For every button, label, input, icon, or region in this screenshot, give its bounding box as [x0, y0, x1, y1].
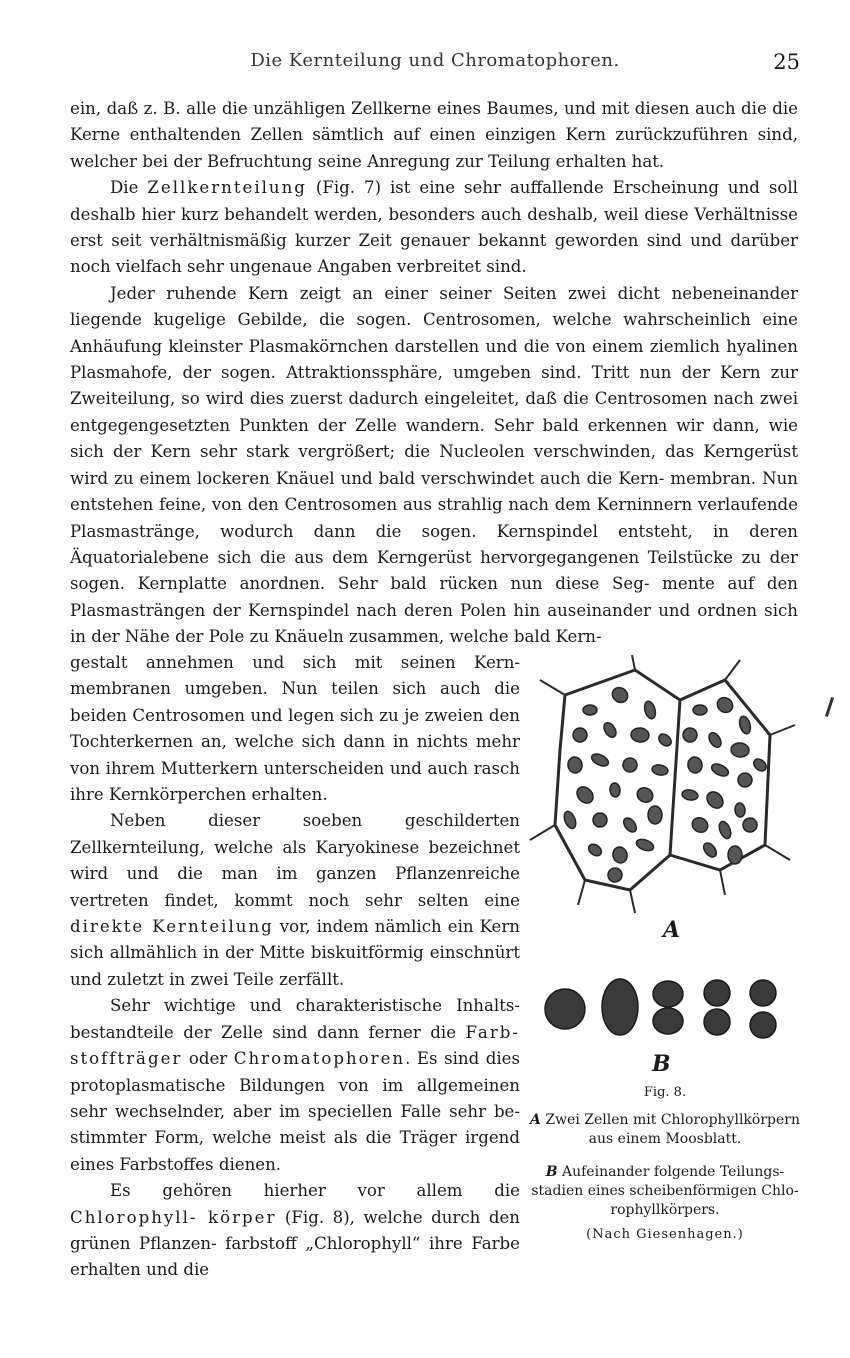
paragraph: Die Zellkernteilung (Fig. 7) ist eine sehr auffallende Erscheinung und soll deshalb hier kurz behandelt werden, besonders auch deshalb, weil diese Verhältnisse erst seit verhältnismäßig kurzer Zeit genauer bekannt geworden sind und darüber noch vielfach sehr ungenaue Angaben verbreitet sind.: [70, 178, 798, 277]
spaced-term: Zellkernteilung: [147, 178, 307, 198]
chloroplast: [704, 789, 727, 812]
chloroplast: [591, 811, 608, 828]
figure-8: [520, 655, 810, 1255]
chloroplast: [621, 756, 640, 775]
chloroplast: [635, 785, 656, 805]
chloroplast: [690, 815, 711, 835]
body-text-narrow-column: [70, 650, 520, 1284]
chloroplast: [590, 752, 611, 769]
division-stage-3b: [653, 1008, 683, 1034]
division-stage-4b: [704, 1009, 730, 1035]
chloroplast: [730, 742, 749, 758]
paragraph: Es gehören hierher vor allem die Chlorophyll- körper (Fig. 8), welche durch den grünen Pflanzen- farbstoff „Chlorophyll“ ihre Farbe erhalten und die: [70, 1181, 520, 1280]
division-stage-3a: [653, 981, 683, 1007]
chloroplast: [562, 810, 578, 830]
chloroplast: [738, 715, 753, 735]
paragraph: ein, daß z. B. alle die unzähligen Zellkerne eines Baumes, und mit diesen auch die die Kerne enthaltenden Zellen sämtlich auf einen einzigen Kern zurückzuführen sind, welcher bei der Befruchtung seine Anregung zur Teilung erhalten hat.: [70, 99, 798, 171]
chloroplast: [714, 695, 735, 716]
chloroplast: [681, 726, 699, 744]
paragraph: gestalt annehmen und sich mit seinen Kern- membranen umgeben. Nun teilen sich auch die beiden Centrosomen und legen sich zu je zweien den Tochterkernen an, welche sich dann in nichts mehr von ihrem Mutterkern unterscheiden und auch rasch ihre Kernkörperchen erhalten.: [70, 653, 520, 805]
chloroplast-group-right: [681, 695, 769, 865]
page-number: 25: [773, 50, 800, 74]
figure-credit: (Nach Giesenhagen.): [586, 1227, 744, 1242]
spaced-term: Chromatophoren: [233, 1049, 406, 1069]
chloroplast: [621, 816, 639, 835]
caption-b: B Aufeinander folgende Teilungs- stadien eines scheibenförmigen Chlo- rophyllkörpers.: [531, 1164, 799, 1218]
caption-a: A Zwei Zellen mit Chlorophyllkörpern aus einem Moosblatt.: [530, 1112, 800, 1147]
figure-label-b: B: [652, 1051, 671, 1077]
chloroplast: [630, 727, 649, 743]
chloroplast: [687, 756, 704, 774]
figure-number: Fig. 8.: [643, 1085, 687, 1100]
chloroplast: [681, 789, 698, 802]
spaced-term: Farb- stoffträger: [70, 1022, 520, 1069]
running-header: [70, 50, 800, 78]
chloroplast: [611, 845, 629, 864]
body-text-full-width: [70, 96, 798, 651]
chloroplast: [710, 762, 731, 779]
chloroplast: [736, 771, 755, 790]
running-title: Die Kernteilung und Chromatophoren.: [250, 50, 620, 71]
chloroplast: [635, 837, 655, 853]
chloroplast: [609, 685, 630, 706]
margin-mark: [825, 697, 834, 717]
chloroplast: [656, 732, 673, 749]
paragraph: Jeder ruhende Kern zeigt an einer seiner Seiten zwei dicht nebeneinander liegende kugelige Gebilde, die sogen. Centrosomen, welche wahrscheinlich eine Anhäufung kleinster Plasmakörnchen darstellen und die von einem ziemlich hyalinen Plasmahofe, der sogen. Attraktionssphäre, umgeben sind. Tritt nun der Kern zur Zweiteilung, so wird dies zuerst dadurch eingeleitet, daß die Centrosomen nach zwei entgegengesetzten Punkten der Zelle wandern. Sehr bald erkennen wir dann, wie sich der Kern sehr stark vergrößert; die Nucleolen verschwinden, das Kerngerüst wird zu einem lockeren Knäuel und bald verschwindet auch die Kern- membran. Nun entstehen feine, von den Centrosomen aus strahlig nach dem Kerninnern verlaufende Plasmastränge, wodurch dann die sogen. Kernspindel entsteht, in deren Äquatorialebene sich die aus dem Kerngerüst hervorgegangenen Teilstücke zu der sogen. Kernplatte anordnen. Sehr bald rücken nun diese Seg- mente auf den Plasmasträngen der Kernspindel nach deren Polen hin auseinander und ordnen sich in der Nähe der Pole zu Knäueln zusammen, welche bald Kern-: [70, 283, 798, 647]
chloroplast: [717, 820, 733, 840]
paragraph: Neben dieser soeben geschilderten Zellkernteilung, welche als Karyokinese bezeichnet wird und die man im ganzen Pflanzenreiche vertreten findet, kommt noch sehr selten eine direkte Kernteilung vor, indem nämlich ein Kern sich allmählich in der Mitte biskuitförmig einschnürt und zuletzt in zwei Teile zerfällt.: [70, 811, 520, 989]
chloroplast: [574, 784, 597, 807]
chloroplast: [693, 705, 707, 715]
spaced-term: Chlorophyll- körper: [70, 1207, 277, 1227]
chloroplast: [741, 816, 758, 833]
chloroplast-group-left: [562, 685, 674, 885]
chloroplast: [707, 731, 724, 750]
chloroplast: [701, 841, 719, 860]
chloroplast: [643, 700, 658, 720]
chloroplast: [602, 721, 619, 740]
chloroplast: [609, 783, 620, 798]
division-stage-4a: [704, 980, 730, 1006]
chloroplast: [751, 757, 768, 774]
chloroplast: [728, 846, 742, 864]
chloroplast: [734, 803, 745, 818]
division-stage-2: [602, 979, 638, 1035]
chloroplast: [651, 764, 668, 777]
division-stage-5a: [750, 980, 776, 1006]
chloroplast: [586, 842, 603, 858]
paragraph: Sehr wichtige und charakteristische Inhalts- bestandteile der Zelle sind dann ferner die Farb- stoffträger oder Chromatophoren. Es sind dies protoplasmatische Bildungen von im allgemeinen sehr wechselnder, aber im speciellen Falle sehr be- stimmter Form, welche meist als die Träger irgend eines Farbstoffes dienen.: [70, 996, 521, 1174]
moss-leaf-cells-illustration: [520, 655, 810, 915]
division-stage-5b: [750, 1012, 776, 1038]
figure-label-a: A: [663, 917, 681, 943]
chloroplast: [567, 756, 584, 774]
chloroplast: [583, 705, 597, 715]
chloroplast-division-stages: [520, 967, 810, 1047]
spaced-term: direkte Kernteilung: [70, 917, 274, 937]
chloroplast: [648, 806, 662, 824]
chloroplast: [571, 726, 589, 744]
chloroplast: [605, 865, 624, 884]
division-stage-1: [545, 989, 585, 1029]
